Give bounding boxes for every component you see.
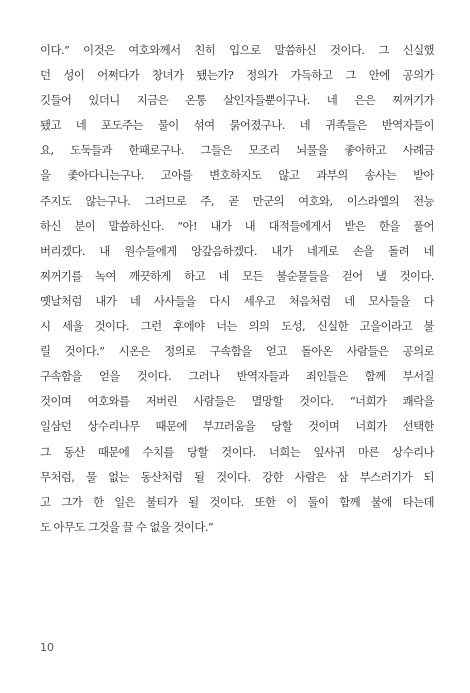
- text-line: 하신 분이 말씀하신다. “아! 내가 내 대적들에게서 받은 한을 풀어: [40, 218, 434, 233]
- text-line: 버리겠다. 내 원수들에게 앙갚음하겠다. 내가 네게로 손을 돌려 네: [40, 243, 434, 258]
- text-line: 던 성이 어쩌다가 창녀가 됐는가? 정의가 가득하고 그 안에 공의가: [40, 68, 434, 83]
- text-line: 깃들어 있더니 지금은 온통 살인자들뿐이구나. 네 은은 찌꺼기가: [40, 93, 434, 108]
- text-line: 그 동산 때문에 수치를 당할 것이다. 너희는 잎사귀 마른 상수리나: [40, 444, 434, 459]
- text-line: 무처럼, 물 없는 동산처럼 될 것이다. 강한 사람은 삼 부스러기가 되: [40, 469, 434, 484]
- text-line-last: 도 아무도 그것을 끌 수 없을 것이다.”: [40, 519, 214, 534]
- text-line: 을 좇아다니는구나. 고아를 변호하지도 않고 과부의 송사는 받아: [40, 168, 434, 183]
- text-line: 것이며 여호와를 저버린 사람들은 멸망할 것이다. “너희가 쾌락을: [40, 394, 434, 409]
- body-text: [40, 38, 434, 540]
- text-line: 릴 것이다.” 시온은 정의로 구속함을 얻고 돌아온 사람들은 공의로: [40, 344, 434, 359]
- text-line: 일삼던 상수리나무 때문에 부끄러움을 당할 것이며 너희가 선택한: [40, 419, 434, 434]
- text-line: 찌꺼기를 녹여 깨끗하게 하고 네 모든 불순물들을 걷어 낼 것이다.: [40, 268, 434, 283]
- text-line: 옛날처럼 내가 네 사사들을 다시 세우고 처음처럼 네 모사들을 다: [40, 293, 434, 308]
- text-line: 주지도 않는구나. 그러므로 주, 곧 만군의 여호와, 이스라엘의 전능: [40, 193, 434, 208]
- text-line: 구속함을 얻을 것이다. 그러나 반역자들과 죄인들은 함께 부서질: [40, 369, 434, 384]
- page-number: 10: [40, 641, 54, 654]
- text-line: 고 그가 한 일은 불티가 될 것이다. 또한 이 둘이 함께 불에 타는데: [40, 494, 434, 509]
- text-line: 이다.” 이것은 여호와께서 친히 입으로 말씀하신 것이다. 그 신실했: [40, 43, 434, 57]
- text-line: 됐고 네 포도주는 물이 섞여 묽어졌구나. 네 귀족들은 반역자들이: [40, 118, 434, 133]
- text-line: 요, 도둑들과 한패로구나. 그들은 모조리 뇌물을 좋아하고 사례금: [40, 143, 434, 158]
- text-line: 시 세울 것이다. 그런 후에야 너는 의의 도성, 신실한 고을이라고 불: [40, 319, 434, 334]
